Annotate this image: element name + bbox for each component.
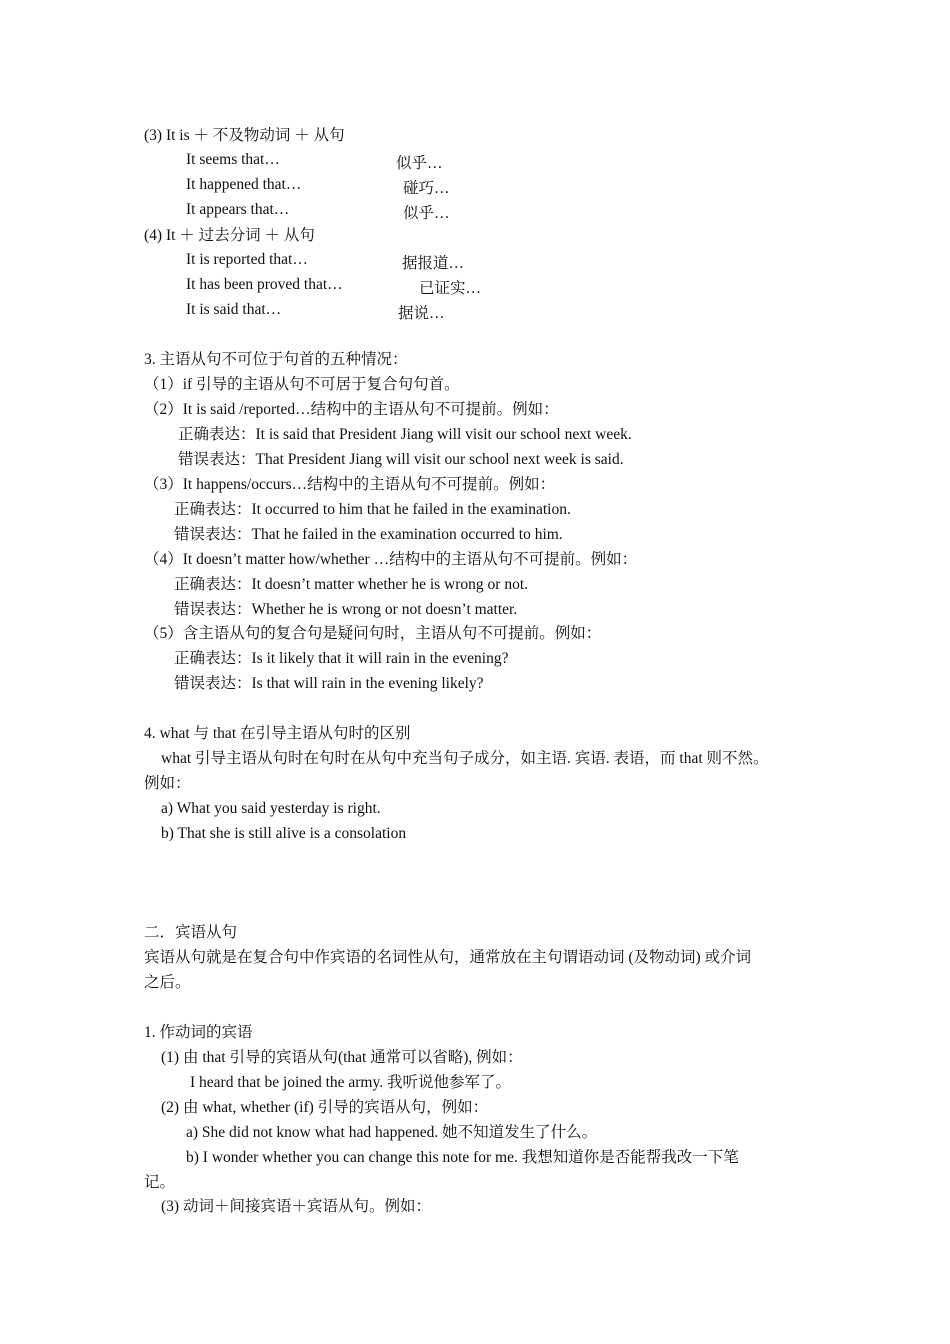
- point-2: (2) 由 what, whether (if) 引导的宾语从句，例如：: [161, 1099, 489, 1116]
- part-4-description: what 引导主语从句时在句时在从句中充当句子成分，如主语. 宾语. 表语，而 that 则不然。: [161, 750, 769, 767]
- section-description: 宾语从句就是在复合句中作宾语的名词性从句，通常放在主句谓语动词 (及物动词) 或介词: [144, 949, 752, 966]
- table-row-zh: 据说…: [398, 305, 445, 322]
- table-row-en: It is reported that…: [186, 251, 308, 268]
- table-row-zh: 已证实…: [419, 280, 482, 297]
- point-2-example-b: b) I wonder whether you can change this note for me. 我想知道你是否能帮我改一下笔: [186, 1149, 739, 1166]
- example-wrong: 错误表达：That President Jiang will visit our school next week is said.: [178, 451, 624, 468]
- example-correct: 正确表达：It occurred to him that he failed in the examination.: [174, 501, 571, 518]
- example-correct: 正确表达：It doesn’t matter whether he is wrong or not.: [174, 576, 528, 593]
- section-3-heading: (3) It is ＋ 不及物动词 ＋ 从句: [144, 127, 345, 144]
- table-row-zh: 似乎…: [403, 205, 450, 222]
- rule-item: （4）It doesn’t matter how/whether …结构中的主语从句不可提前。例如：: [144, 551, 638, 568]
- point-2-example-a: a) She did not know what had happened. 她不知道发生了什么。: [186, 1124, 598, 1141]
- example-a: a) What you said yesterday is right.: [161, 800, 381, 817]
- section-4-heading: (4) It ＋ 过去分词 ＋ 从句: [144, 227, 315, 244]
- table-row-en: It is said that…: [186, 301, 282, 318]
- table-row-en: It happened that…: [186, 176, 302, 193]
- section-description-cont: 之后。: [144, 974, 191, 991]
- rule-item: （2）It is said /reported…结构中的主语从句不可提前。例如：: [144, 401, 559, 418]
- part-3-heading: 3. 主语从句不可位于句首的五种情况：: [144, 351, 408, 368]
- rule-item: （1）if 引导的主语从句不可居于复合句句首。: [144, 376, 460, 393]
- point-1-example: I heard that be joined the army. 我听说他参军了。: [190, 1074, 511, 1091]
- example-wrong: 错误表达：Whether he is wrong or not doesn’t matter.: [174, 601, 518, 618]
- table-row-en: It appears that…: [186, 201, 290, 218]
- table-row-en: It seems that…: [186, 151, 280, 168]
- table-row-zh: 据报道…: [402, 255, 465, 272]
- example-correct: 正确表达：Is it likely that it will rain in the evening?: [174, 650, 509, 667]
- section-title: 二．宾语从句: [144, 924, 238, 941]
- rule-item: （3）It happens/occurs…结构中的主语从句不可提前。例如：: [144, 476, 556, 493]
- table-row-zh: 碰巧…: [403, 180, 450, 197]
- rule-item: （5）含主语从句的复合句是疑问句时，主语从句不可提前。例如：: [144, 625, 602, 642]
- example-wrong: 错误表达：That he failed in the examination occurred to him.: [174, 526, 563, 543]
- point-1: (1) 由 that 引导的宾语从句(that 通常可以省略), 例如：: [161, 1049, 523, 1066]
- part-4-description-cont: 例如：: [144, 775, 191, 792]
- table-row-zh: 似乎…: [396, 155, 443, 172]
- part-4-heading: 4. what 与 that 在引导主语从句时的区别: [144, 725, 411, 742]
- point-2-example-b-cont: 记。: [144, 1174, 176, 1191]
- table-row-en: It has been proved that…: [186, 276, 343, 293]
- example-correct: 正确表达：It is said that President Jiang will visit our school next week.: [178, 426, 632, 443]
- example-wrong: 错误表达：Is that will rain in the evening likely?: [174, 675, 484, 692]
- subsection-heading: 1. 作动词的宾语: [144, 1024, 253, 1041]
- point-3: (3) 动词＋间接宾语＋宾语从句。例如：: [161, 1198, 431, 1215]
- example-b: b) That she is still alive is a consolation: [161, 825, 407, 842]
